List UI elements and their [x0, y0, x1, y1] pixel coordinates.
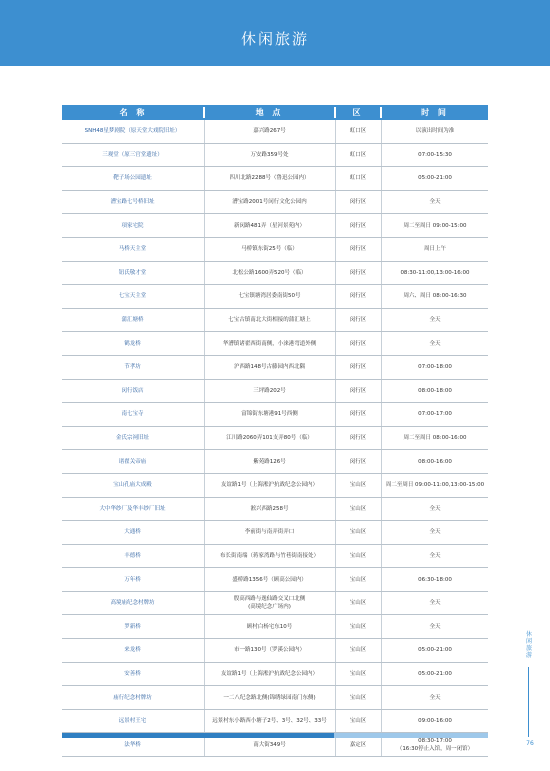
cell-name-text: 万年桥	[124, 576, 141, 583]
column-header-time: 时 间	[421, 108, 449, 117]
cell-time-text: 05:00-21:00	[418, 647, 452, 654]
cell-location	[205, 191, 334, 214]
cell-time	[382, 332, 488, 355]
footer-bar-dark	[62, 733, 334, 738]
cell-location	[205, 332, 334, 355]
cell-location-text: 李前街与南弄街弄口	[244, 529, 295, 536]
cell-district-text: 宝山区	[349, 552, 367, 559]
cell-name	[62, 403, 203, 426]
cell-name	[62, 592, 203, 615]
cell-time-text: 05:00-21:00	[418, 175, 452, 182]
cell-location-text: 南大街349号	[253, 741, 286, 748]
table-row	[62, 498, 488, 522]
cell-location-text: 三坪路202号	[253, 387, 286, 394]
cell-location-text: 顾村白杨宅东10号	[246, 623, 293, 630]
cell-name-text: 南七宝寺	[121, 411, 144, 418]
column-header-location: 地 点	[255, 108, 284, 117]
cell-district	[336, 545, 380, 568]
cell-location-text: 远景村东小路西小塘子2号、3号、32号、33号	[212, 718, 327, 725]
cell-district-text: 闵行区	[349, 435, 367, 442]
cell-district-text: 闵行区	[349, 293, 367, 300]
cell-district	[336, 686, 380, 709]
cell-name	[62, 214, 203, 237]
cell-name	[62, 615, 203, 638]
cell-name	[62, 309, 203, 332]
cell-time	[382, 356, 488, 379]
cell-time-text: 周二至周日 08:00-16:00	[403, 435, 467, 442]
cell-location-text: 友谊路1号（上海淞沪抗战纪念公园内）	[220, 670, 318, 677]
cell-district-text: 宝山区	[349, 623, 367, 630]
cell-district-text: 宝山区	[349, 482, 367, 489]
cell-name-text: 七宝天主堂	[118, 293, 147, 300]
cell-location-text: 七宝镇塘湾居委南街50号	[238, 293, 301, 300]
cell-name-text: 靶子场公园遗址	[113, 175, 152, 182]
cell-location	[205, 592, 334, 615]
table-row	[62, 545, 488, 569]
cell-time-text: 全天	[429, 505, 441, 512]
cell-district	[336, 356, 380, 379]
cell-name-text: 钮氏敬才堂	[118, 269, 147, 276]
cell-time-text: 周六、周日 08:00-16:30	[403, 293, 467, 300]
cell-location-text: 北松公路1600弄520号（临）	[232, 269, 307, 276]
cell-location	[205, 639, 334, 662]
cell-district	[336, 120, 380, 143]
cell-district	[336, 191, 380, 214]
cell-time	[382, 686, 488, 709]
table-row	[62, 332, 488, 356]
table-row	[62, 686, 488, 710]
cell-time-text: 全天	[429, 600, 441, 607]
cell-name-text: 蒲汇塘桥	[121, 317, 144, 324]
cell-time	[382, 262, 488, 285]
cell-district	[336, 568, 380, 591]
cell-time	[382, 592, 488, 615]
cell-location-text: 漕宝路2001号闵行文化公园内	[232, 199, 307, 206]
cell-time	[382, 309, 488, 332]
cell-time-text: 全天	[429, 694, 441, 701]
cell-name-text: 金氏宗祠旧址	[115, 435, 149, 442]
cell-district-text: 宝山区	[349, 576, 367, 583]
cell-time	[382, 238, 488, 261]
cell-name	[62, 686, 203, 709]
cell-time-text: 07:00-18:00	[418, 364, 452, 371]
cell-name-text: 宝山孔庙大成殿	[113, 482, 152, 489]
cell-location	[205, 545, 334, 568]
cell-name-text: 远景村王宅	[118, 718, 147, 725]
cell-time-text: 08:30-17:00 （16:30停止入馆，周一闭馆）	[396, 737, 474, 752]
cell-time-text: 05:00-21:00	[418, 670, 452, 677]
cell-name-text: 大通桥	[124, 529, 141, 536]
cell-location	[205, 427, 334, 450]
cell-time	[382, 521, 488, 544]
table-row	[62, 710, 488, 734]
cell-name	[62, 710, 203, 733]
cell-district-text: 闵行区	[349, 340, 367, 347]
cell-time-text: 全天	[429, 199, 441, 206]
cell-time-text: 周日上午	[423, 246, 446, 253]
cell-name	[62, 521, 203, 544]
table-header	[62, 105, 488, 120]
cell-district-text: 虹口区	[349, 151, 367, 158]
cell-district-text: 闵行区	[349, 269, 367, 276]
cell-time-text: 08:00-16:00	[418, 458, 452, 465]
cell-location	[205, 262, 334, 285]
cell-district-text: 闵行区	[349, 222, 367, 229]
cell-name-text: 三观堂（原三官堂遗址）	[102, 151, 163, 158]
cell-time-text: 09:00-16:00	[418, 718, 452, 725]
cell-name-text: 闵行饭店	[121, 387, 144, 394]
cell-time	[382, 545, 488, 568]
table-row	[62, 191, 488, 215]
table-row	[62, 120, 488, 144]
cell-name-text: 节孝坊	[124, 364, 141, 371]
cell-name	[62, 427, 203, 450]
cell-district	[336, 262, 380, 285]
cell-name-text: 丰德桥	[124, 552, 141, 559]
table-body	[62, 120, 488, 757]
cell-name-text: 诸翟关帝庙	[118, 458, 147, 465]
cell-district	[336, 380, 380, 403]
cell-name	[62, 639, 203, 662]
cell-district-text: 宝山区	[349, 718, 367, 725]
cell-district-text: 闵行区	[349, 317, 367, 324]
cell-time	[382, 710, 488, 733]
cell-name-text: 安善桥	[124, 670, 141, 677]
cell-district	[336, 309, 380, 332]
cell-location-text: 淞兴西路258号	[250, 505, 289, 512]
cell-name	[62, 498, 203, 521]
cell-name	[62, 262, 203, 285]
cell-district	[336, 144, 380, 167]
cell-district-text: 宝山区	[349, 694, 367, 701]
cell-district	[336, 474, 380, 497]
cell-time-text: 08:00-18:00	[418, 387, 452, 394]
cell-name-text: 漕宝路七号桥旧址	[110, 199, 155, 206]
cell-location	[205, 710, 334, 733]
cell-location-text: 四川北路2288号（鲁迅公园内）	[229, 175, 310, 182]
cell-location	[205, 167, 334, 190]
cell-name-text: 来龙桥	[124, 647, 141, 654]
cell-district-text: 闵行区	[349, 458, 367, 465]
cell-time	[382, 427, 488, 450]
cell-name-text: 罗新桥	[124, 623, 141, 630]
cell-district	[336, 592, 380, 615]
cell-name-text: 马桥天主堂	[118, 246, 147, 253]
cell-name	[62, 474, 203, 497]
cell-district-text: 宝山区	[349, 529, 367, 536]
cell-time-text: 周二至周日 09:00-15:00	[403, 222, 467, 229]
cell-district-text: 宝山区	[349, 600, 367, 607]
table-row	[62, 380, 488, 404]
cell-location-text: 富锦街东塘港91号西侧	[241, 411, 298, 418]
cell-location	[205, 214, 334, 237]
table-row	[62, 167, 488, 191]
cell-time-text: 08:30-11:00,13:00-16:00	[400, 269, 470, 276]
cell-location	[205, 615, 334, 638]
cell-location	[205, 663, 334, 686]
side-rule	[528, 667, 529, 737]
table-row	[62, 639, 488, 663]
cell-time	[382, 120, 488, 143]
cell-location	[205, 474, 334, 497]
cell-location-text: 一二八纪念路北侧(锦绣绿园南门东侧)	[223, 694, 316, 701]
cell-time-text: 以演出时间为准	[415, 128, 455, 135]
cell-location	[205, 498, 334, 521]
cell-location-text: 嘉兴路267号	[253, 128, 286, 135]
cell-name-text: 庙行纪念村牌坊	[113, 694, 152, 701]
cell-district	[336, 332, 380, 355]
cell-location-text: 新闵路481弄（星河景苑内）	[234, 222, 305, 229]
cell-name-text: 鹤龙桥	[124, 340, 141, 347]
column-header-district: 区	[352, 108, 364, 117]
cell-location	[205, 144, 334, 167]
cell-time-text: 07:00-17:00	[418, 411, 452, 418]
cell-name	[62, 663, 203, 686]
page-number: 76	[526, 740, 534, 747]
cell-location-text: 沪西路148号古藤园内西北隅	[234, 364, 305, 371]
cell-location-text: 殷高西路与逸仙路交叉口北侧 (高境纪念广场内)	[233, 596, 306, 611]
cell-location	[205, 521, 334, 544]
cell-district	[336, 403, 380, 426]
cell-location	[205, 450, 334, 473]
cell-time	[382, 285, 488, 308]
table-row	[62, 474, 488, 498]
cell-name	[62, 191, 203, 214]
cell-district-text: 虹口区	[349, 128, 367, 135]
cell-time	[382, 144, 488, 167]
cell-location	[205, 309, 334, 332]
table-row	[62, 592, 488, 616]
cell-name	[62, 144, 203, 167]
cell-time	[382, 214, 488, 237]
cell-location	[205, 568, 334, 591]
cell-time	[382, 663, 488, 686]
cell-district	[336, 167, 380, 190]
cell-name	[62, 545, 203, 568]
cell-location-text: 友谊路1号（上海淞沪抗战纪念公园内）	[220, 482, 318, 489]
cell-time-text: 周二至周日 09:00-11:00,13:00-15:00	[385, 482, 485, 489]
cell-time	[382, 191, 488, 214]
cell-name	[62, 332, 203, 355]
cell-name	[62, 120, 203, 143]
cell-time	[382, 474, 488, 497]
table-row	[62, 309, 488, 333]
cell-time	[382, 498, 488, 521]
table-row	[62, 285, 488, 309]
cell-district-text: 闵行区	[349, 246, 367, 253]
cell-name-text: 法华桥	[124, 741, 141, 748]
venue-table	[62, 105, 488, 757]
cell-time	[382, 167, 488, 190]
cell-district-text: 宝山区	[349, 670, 367, 677]
cell-location-text: 江川路2060弄101支弄80号（临）	[226, 435, 313, 442]
cell-district	[336, 498, 380, 521]
table-row	[62, 450, 488, 474]
cell-location	[205, 120, 334, 143]
cell-district	[336, 214, 380, 237]
cell-name	[62, 167, 203, 190]
cell-name	[62, 285, 203, 308]
cell-name-text: SNH48星梦剧院（原天堂大戏院旧址）	[84, 128, 181, 135]
cell-time-text: 全天	[429, 529, 441, 536]
table-row	[62, 238, 488, 262]
table-row	[62, 521, 488, 545]
cell-location	[205, 380, 334, 403]
cell-time-text: 06:30-18:00	[418, 576, 452, 583]
cell-district	[336, 521, 380, 544]
cell-district	[336, 663, 380, 686]
cell-district-text: 宝山区	[349, 505, 367, 512]
cell-time-text: 全天	[429, 552, 441, 559]
cell-location-text: 万安路359号处	[250, 151, 289, 158]
table-row	[62, 403, 488, 427]
cell-name-text: 大中华纱厂及华丰纱厂旧址	[99, 505, 166, 512]
cell-name	[62, 450, 203, 473]
cell-district-text: 闵行区	[349, 364, 367, 371]
cell-district	[336, 615, 380, 638]
table-row	[62, 356, 488, 380]
cell-location-text: 华漕镇诸翟西街南侧，小涞港弯道外侧	[222, 340, 317, 347]
cell-time	[382, 450, 488, 473]
cell-time-text: 07:00-15:30	[418, 151, 452, 158]
cell-name-text: 高境庙纪念村牌坊	[110, 600, 155, 607]
column-header-name: 名 称	[119, 108, 148, 117]
cell-name	[62, 568, 203, 591]
cell-district-text: 闵行区	[349, 387, 367, 394]
cell-district-text: 宝山区	[349, 647, 367, 654]
cell-location-text: 七宝古镇南北大街相接的蒲汇塘上	[228, 317, 311, 324]
cell-time-text: 全天	[429, 623, 441, 630]
header-banner	[0, 0, 550, 66]
cell-district-text: 虹口区	[349, 175, 367, 182]
cell-location	[205, 285, 334, 308]
table-row	[62, 568, 488, 592]
cell-location-text: 盛桥路1356号（顾高公园内）	[232, 576, 307, 583]
cell-district	[336, 285, 380, 308]
cell-time	[382, 568, 488, 591]
cell-time-text: 全天	[429, 317, 441, 324]
table-row	[62, 663, 488, 687]
footer-bar-light	[334, 733, 488, 738]
cell-district	[336, 238, 380, 261]
cell-location	[205, 238, 334, 261]
cell-location-text: 紫苑路126号	[253, 458, 286, 465]
cell-location	[205, 356, 334, 379]
cell-time	[382, 615, 488, 638]
table-row	[62, 262, 488, 286]
section-side-label: 休闲旅游	[525, 631, 532, 659]
table-row	[62, 615, 488, 639]
cell-name	[62, 238, 203, 261]
cell-district-text: 闵行区	[349, 199, 367, 206]
cell-name	[62, 356, 203, 379]
cell-name	[62, 380, 203, 403]
page-title: 休闲旅游	[240, 30, 309, 48]
table-row	[62, 214, 488, 238]
table-row	[62, 427, 488, 451]
cell-location-text: 市一路130号（罗溪公园内）	[234, 647, 305, 654]
cell-time	[382, 380, 488, 403]
cell-location	[205, 403, 334, 426]
cell-location	[205, 686, 334, 709]
cell-district	[336, 639, 380, 662]
cell-district-text: 闵行区	[349, 411, 367, 418]
cell-name-text: 项家宅院	[121, 222, 144, 229]
cell-district-text: 嘉定区	[349, 741, 367, 748]
cell-district	[336, 710, 380, 733]
cell-time-text: 全天	[429, 340, 441, 347]
table-row	[62, 144, 488, 168]
cell-time	[382, 639, 488, 662]
cell-location-text: 马桥镇东街25号（临）	[241, 246, 298, 253]
cell-district	[336, 427, 380, 450]
cell-location-text: 布长街南端（蒋家湾路与竹巷街南接处）	[219, 552, 319, 559]
cell-district	[336, 450, 380, 473]
cell-time	[382, 403, 488, 426]
